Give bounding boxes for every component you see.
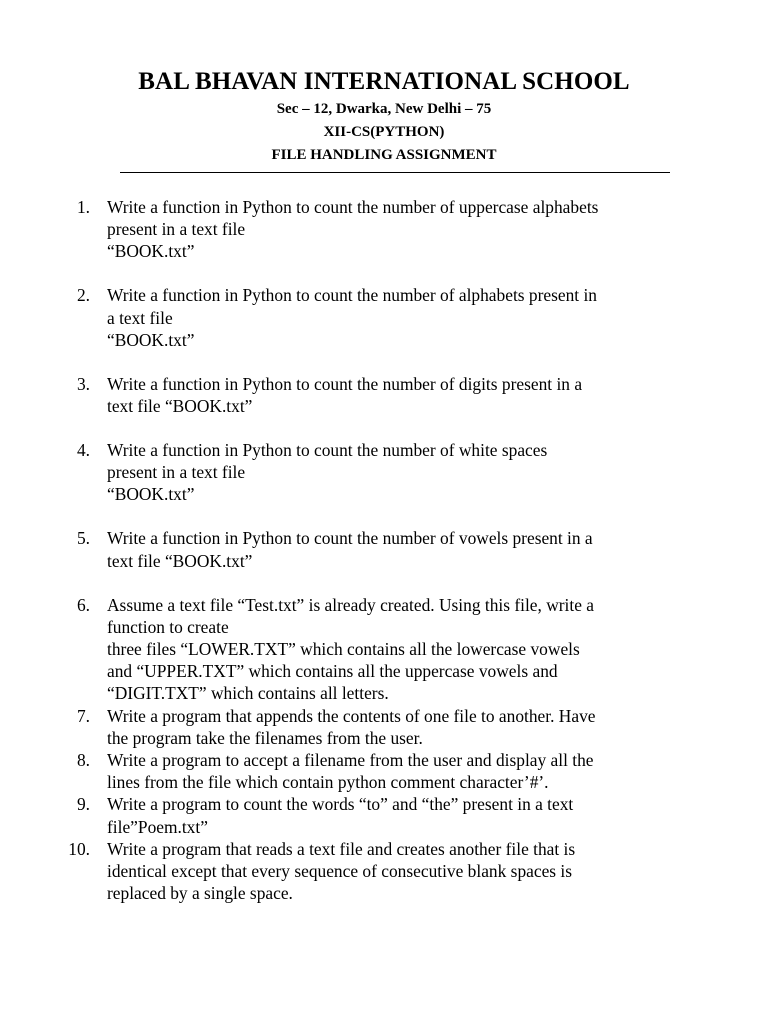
question-line: Write a function in Python to count the number of white spaces <box>107 440 548 461</box>
question-line: and “UPPER.TXT” which contains all the uppercase vowels and <box>107 661 558 682</box>
question-line: identical except that every sequence of consecutive blank spaces is <box>107 861 573 882</box>
document-header <box>0 66 768 167</box>
question-number: 10. <box>68 838 90 859</box>
question-item-4 <box>0 439 768 506</box>
question-item-1 <box>0 196 768 263</box>
school-address: Sec – 12, Dwarka, New Delhi – 75 <box>276 101 492 117</box>
class-subject: XII-CS(PYTHON) <box>323 124 445 140</box>
question-line: the program take the filenames from the user. <box>107 727 423 748</box>
question-line: “DIGIT.TXT” which contains all letters. <box>107 683 389 704</box>
question-line: Write a function in Python to count the number of digits present in a <box>107 373 583 394</box>
question-item-7 <box>0 705 768 749</box>
question-item-3 <box>0 373 768 417</box>
question-number: 8. <box>76 750 90 771</box>
question-line: three files “LOWER.TXT” which contains all the lowercase vowels <box>107 639 580 660</box>
question-line: Write a program that appends the contents of one file to another. Have <box>107 705 596 726</box>
question-line: a text file <box>107 307 173 328</box>
question-item-8 <box>0 749 768 793</box>
question-number: 9. <box>76 794 90 815</box>
question-list <box>0 196 768 904</box>
question-text <box>107 527 707 571</box>
question-line: Write a function in Python to count the number of uppercase alphabets <box>107 197 599 217</box>
question-line: lines from the file which contain python comment character’#’. <box>107 772 549 793</box>
question-line: present in a text file <box>107 219 246 240</box>
question-line: replaced by a single space. <box>107 883 293 904</box>
question-line: “BOOK.txt” <box>107 329 195 350</box>
question-number: 2. <box>76 285 90 306</box>
question-text <box>107 439 707 506</box>
question-line: text file “BOOK.txt” <box>107 396 253 417</box>
question-number: 1. <box>76 197 90 217</box>
question-text <box>107 793 707 837</box>
question-text <box>107 284 707 351</box>
question-item-2 <box>0 284 768 351</box>
question-line: “BOOK.txt” <box>107 241 195 262</box>
question-text <box>107 196 707 263</box>
question-number: 3. <box>76 373 90 394</box>
question-line: Write a function in Python to count the number of alphabets present in <box>107 285 597 306</box>
question-line: Write a program to count the words “to” and “the” present in a text <box>107 794 574 815</box>
question-number: 7. <box>76 705 90 726</box>
question-number: 5. <box>76 528 90 549</box>
question-line: “BOOK.txt” <box>107 484 195 505</box>
header-divider <box>120 172 670 173</box>
question-item-5 <box>0 527 768 571</box>
question-line: text file “BOOK.txt” <box>107 550 253 571</box>
question-number: 4. <box>76 440 90 461</box>
question-item-6 <box>0 594 768 705</box>
question-line: Write a function in Python to count the number of vowels present in a <box>107 528 593 549</box>
question-item-10 <box>0 838 768 905</box>
question-text <box>107 705 707 749</box>
question-line: file”Poem.txt” <box>107 816 208 837</box>
question-line: Write a program to accept a filename from the user and display all the <box>107 750 594 771</box>
question-line: Assume a text file “Test.txt” is already created. Using this file, write a <box>107 594 595 615</box>
question-text <box>107 594 707 705</box>
question-text <box>107 749 707 793</box>
question-line: present in a text file <box>107 462 246 483</box>
question-line: function to create <box>107 616 229 637</box>
assignment-title: FILE HANDLING ASSIGNMENT <box>271 147 497 163</box>
question-line: Write a program that reads a text file and creates another file that is <box>107 838 576 859</box>
school-name: BAL BHAVAN INTERNATIONAL SCHOOL <box>138 68 630 95</box>
question-text <box>107 373 707 417</box>
question-text <box>107 838 707 905</box>
question-number: 6. <box>76 594 90 615</box>
question-item-9 <box>0 793 768 837</box>
